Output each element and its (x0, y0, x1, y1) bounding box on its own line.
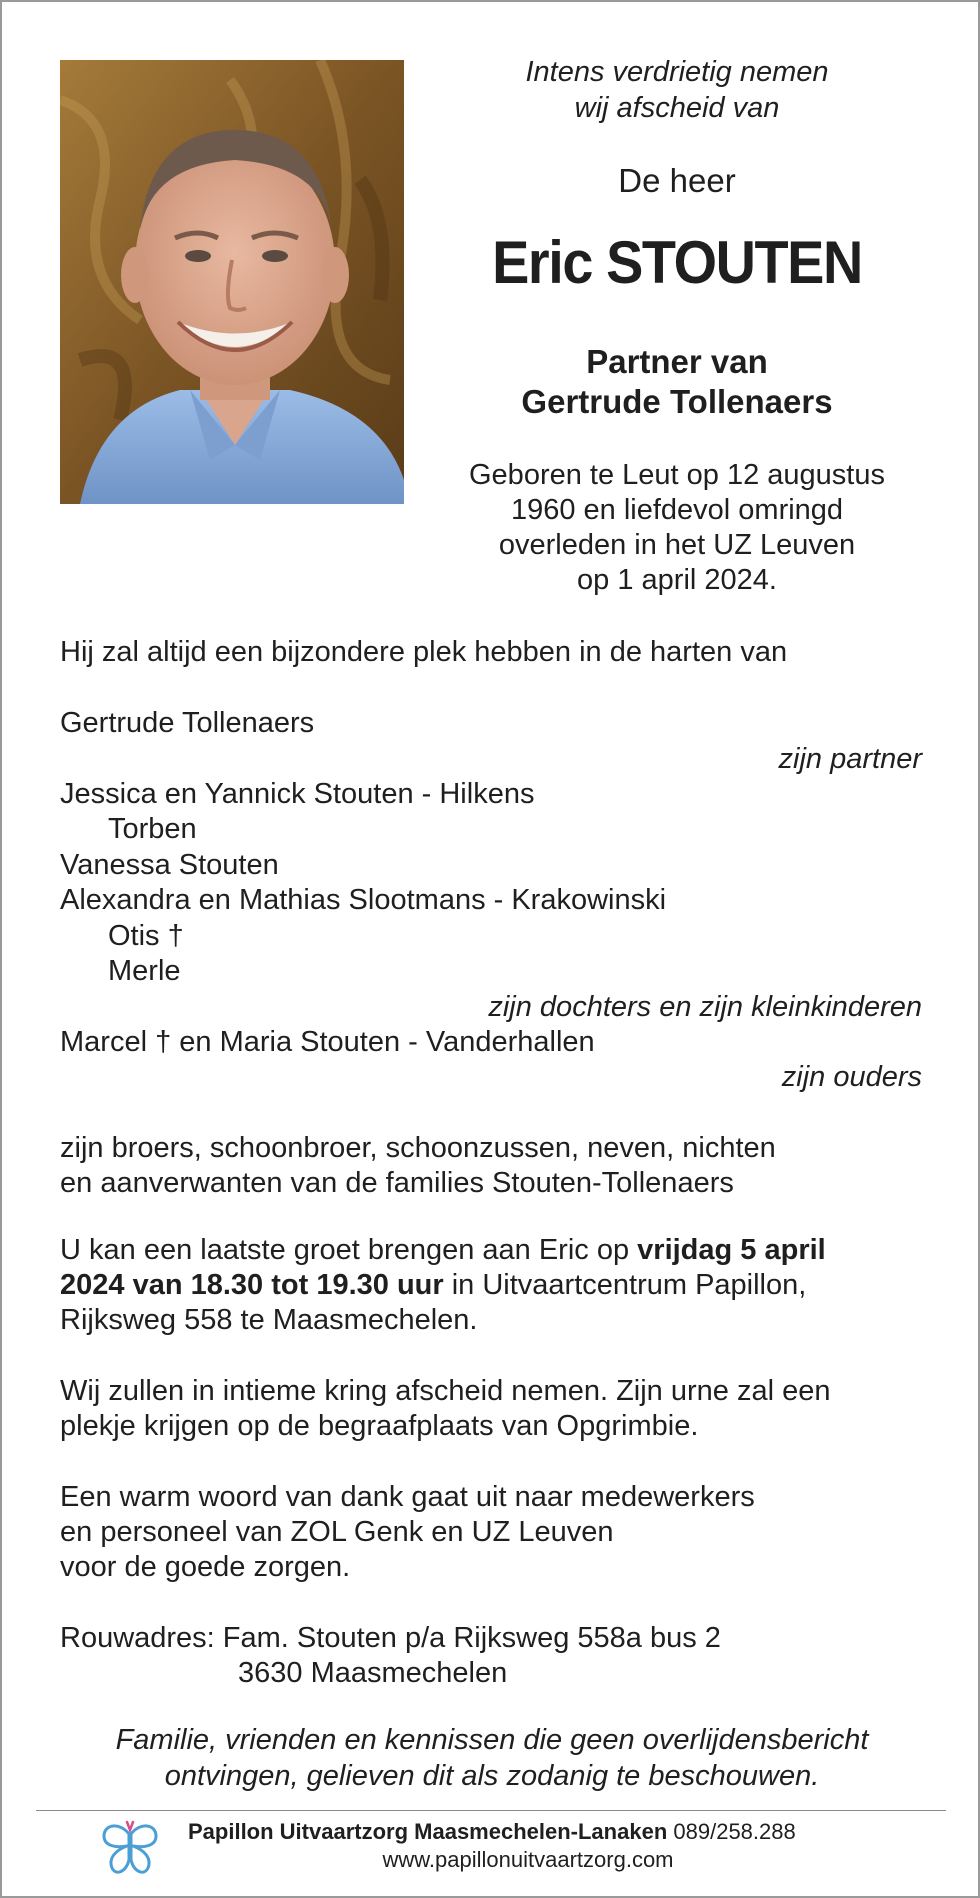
relatives-line: zijn broers, schoonbroer, schoonzussen, neven, nichten (60, 1132, 776, 1164)
footer-divider (36, 1810, 946, 1811)
visitation-text (60, 1233, 920, 1338)
thanks-text (60, 1480, 920, 1585)
title-prefix: De heer (618, 162, 736, 199)
closing-note (42, 1722, 942, 1794)
birth-line: 1960 en liefdevol omringd (510, 494, 844, 526)
ceremony-text (60, 1374, 920, 1444)
birth-line: Geboren te Leut op 12 augustus (469, 459, 885, 491)
visitation-address: Rijksweg 558 te Maasmechelen. (60, 1304, 478, 1336)
mourning-address-line: Rouwadres: Fam. Stouten p/a Rijksweg 558a bus 2 (60, 1622, 721, 1654)
parents-role: zijn ouders (781, 1061, 922, 1093)
mourning-address (60, 1621, 920, 1691)
visitation-lead: U kan een laatste groet brengen aan Eric op (60, 1234, 638, 1266)
visitation-date: vrijdag 5 april (637, 1234, 826, 1266)
partner-heading-line: Partner van (586, 343, 768, 380)
birth-line: overleden in het UZ Leuven (498, 529, 856, 561)
ceremony-line: Wij zullen in intieme kring afscheid nemen. Zijn urne zal een (60, 1375, 831, 1407)
intro-line: Intens verdrietig nemen (525, 56, 829, 88)
mourning-address-line: 3630 Maasmechelen (238, 1657, 508, 1689)
deceased-name: Eric STOUTEN (492, 229, 862, 296)
children-role: zijn dochters en zijn kleinkinderen (488, 991, 922, 1023)
visitation-time: 2024 van 18.30 tot 19.30 uur (60, 1269, 444, 1301)
intro-text (432, 54, 922, 126)
closing-line: ontvingen, gelieven dit als zodanig te beschouwen. (164, 1760, 820, 1792)
partner-role: zijn partner (778, 743, 922, 775)
parents: Marcel † en Maria Stouten - Vanderhallen (60, 1026, 595, 1058)
family-member: Alexandra en Mathias Slootmans - Krakowinski (60, 884, 667, 916)
footer-website[interactable]: www.papillonuitvaartzorg.com (382, 1847, 674, 1872)
grandchild: Torben (108, 813, 197, 845)
grandchild: Otis † (108, 920, 184, 952)
grandchild: Merle (108, 955, 181, 987)
partner-heading-line: Gertrude Tollenaers (521, 383, 833, 420)
family-member: Vanessa Stouten (60, 849, 279, 881)
ceremony-line: plekje krijgen op de begraafplaats van Opgrimbie. (60, 1410, 699, 1442)
family-member: Jessica en Yannick Stouten - Hilkens (60, 778, 535, 810)
relatives-line: en aanverwanten van de families Stouten-Tollenaers (60, 1167, 734, 1199)
intro-line: wij afscheid van (574, 92, 780, 124)
thanks-line: voor de goede zorgen. (60, 1551, 351, 1583)
footer-company-line (188, 1818, 796, 1846)
partner-heading (432, 342, 922, 422)
thanks-line: Een warm woord van dank gaat uit naar medewerkers (60, 1481, 755, 1513)
closing-line: Familie, vrienden en kennissen die geen overlijdensbericht (115, 1724, 869, 1756)
portrait-photo (60, 60, 404, 504)
partner-name: Gertrude Tollenaers (60, 707, 315, 739)
thanks-line: en personeel van ZOL Genk en UZ Leuven (60, 1516, 614, 1548)
visitation-place: in Uitvaartcentrum Papillon, (443, 1269, 807, 1301)
relatives (60, 1131, 920, 1201)
footer-phone[interactable]: 089/258.288 (673, 1819, 796, 1844)
heart-line: Hij zal altijd een bijzondere plek hebben in de harten van (60, 636, 788, 668)
birth-line: op 1 april 2024. (577, 564, 777, 596)
birth-death-text (432, 458, 922, 598)
butterfly-icon (98, 1816, 162, 1880)
footer-company: Papillon Uitvaartzorg Maasmechelen-Lanaken (188, 1819, 668, 1844)
